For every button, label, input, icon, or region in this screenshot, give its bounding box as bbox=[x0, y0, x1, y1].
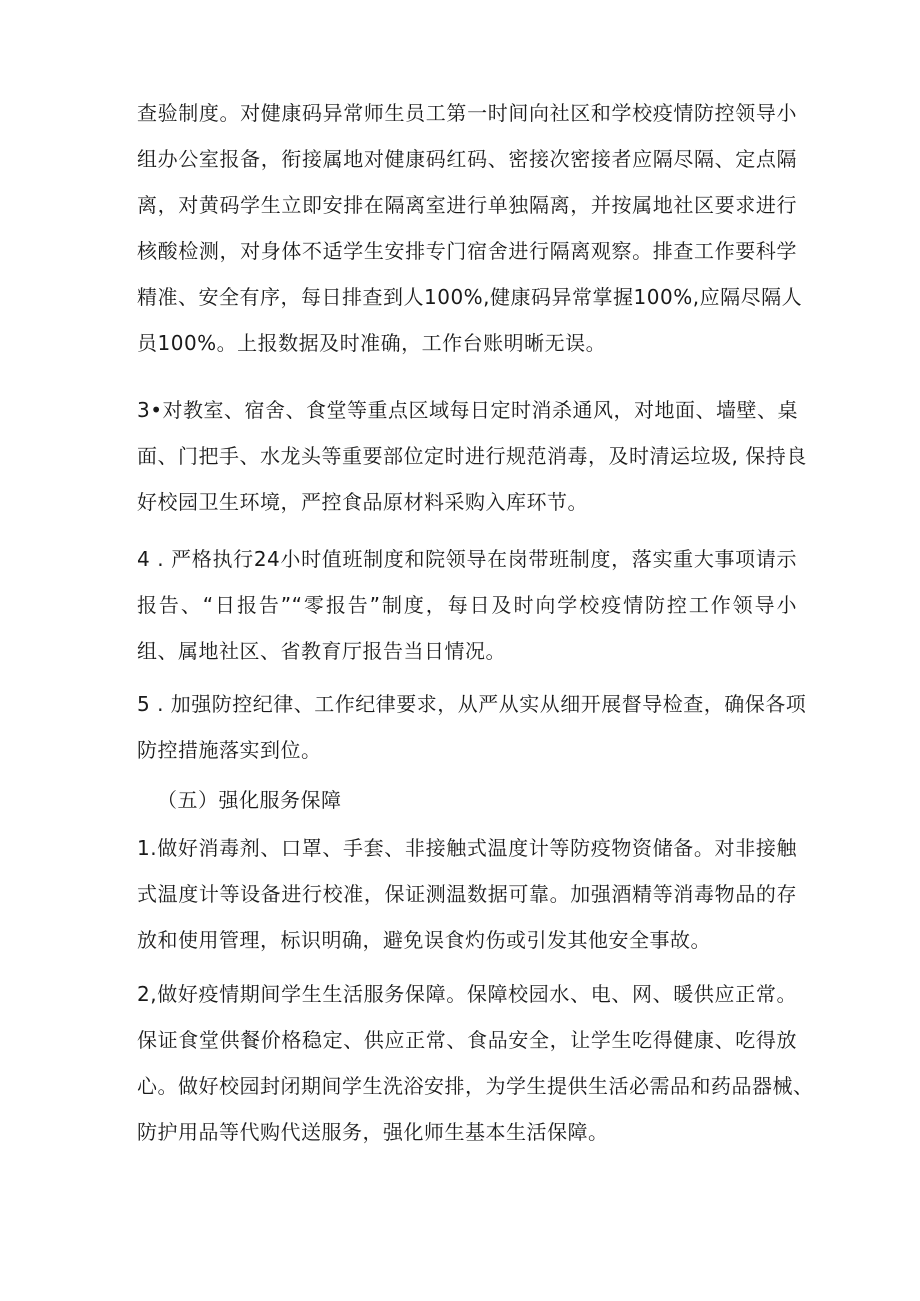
text-line: 心。做好校园封闭期间学生洗浴安排，为学生提供生活必需品和药品器械、 bbox=[137, 1074, 814, 1098]
text-line: 好校园卫生环境，严控食品原材料采购入库环节。 bbox=[137, 490, 588, 514]
text-line: 组办公室报备，衔接属地对健康码红码、密接次密接者应隔尽隔、定点隔 bbox=[137, 147, 797, 171]
text-line: 3•对教室、宿舍、食堂等重点区域每日定时消杀通风，对地面、墙壁、桌 bbox=[137, 398, 799, 422]
text-line: 员100%。上报数据及时准确，工作台账明晰无误。 bbox=[137, 331, 607, 355]
section-heading: （五）强化服务保障 bbox=[157, 788, 342, 812]
text-line: 式温度计等设备进行校准，保证测温数据可靠。加强酒精等消毒物品的存 bbox=[137, 882, 797, 906]
text-line: 查验制度。对健康码异常师生员工第一时间向社区和学校疫情防控领导小 bbox=[137, 101, 797, 125]
text-line: 精准、安全有序，每日排查到人100%,健康码异常掌握100%,应隔尽隔人 bbox=[137, 285, 803, 309]
text-line: 防控措施落实到位。 bbox=[137, 738, 322, 762]
text-line: 核酸检测，对身体不适学生安排专门宿舍进行隔离观察。排查工作要科学 bbox=[137, 239, 797, 263]
text-line: 面、门把手、水龙头等重要部位定时进行规范消毒，及时清运垃圾, 保持良 bbox=[137, 444, 807, 468]
text-line: 报告、“日报告”“零报告”制度，每日及时向学校疫情防控工作领导小 bbox=[137, 593, 797, 617]
text-line: 2,做好疫情期间学生生活服务保障。保障校园水、电、网、暖供应正常。 bbox=[137, 982, 797, 1006]
text-line: 放和使用管理，标识明确，避免误食灼伤或引发其他安全事故。 bbox=[137, 928, 711, 952]
text-line: 防护用品等代购代送服务，强化师生基本生活保障。 bbox=[137, 1120, 609, 1144]
text-line: 1.做好消毒剂、口罩、手套、非接触式温度计等防疫物资储备。对非接触 bbox=[137, 836, 797, 860]
text-line: 离，对黄码学生立即安排在隔离室进行单独隔离，并按属地社区要求进行 bbox=[137, 193, 797, 217]
text-line: 5 . 加强防控纪律、工作纪律要求，从严从实从细开展督导检查，确保各项 bbox=[137, 692, 807, 716]
text-line: 保证食堂供餐价格稳定、供应正常、食品安全，让学生吃得健康、吃得放 bbox=[137, 1028, 797, 1052]
text-line: 组、属地社区、省教育厅报告当日情况。 bbox=[137, 639, 506, 663]
text-line: 4 . 严格执行24小时值班制度和院领导在岗带班制度，落实重大事项请示 bbox=[137, 547, 797, 571]
